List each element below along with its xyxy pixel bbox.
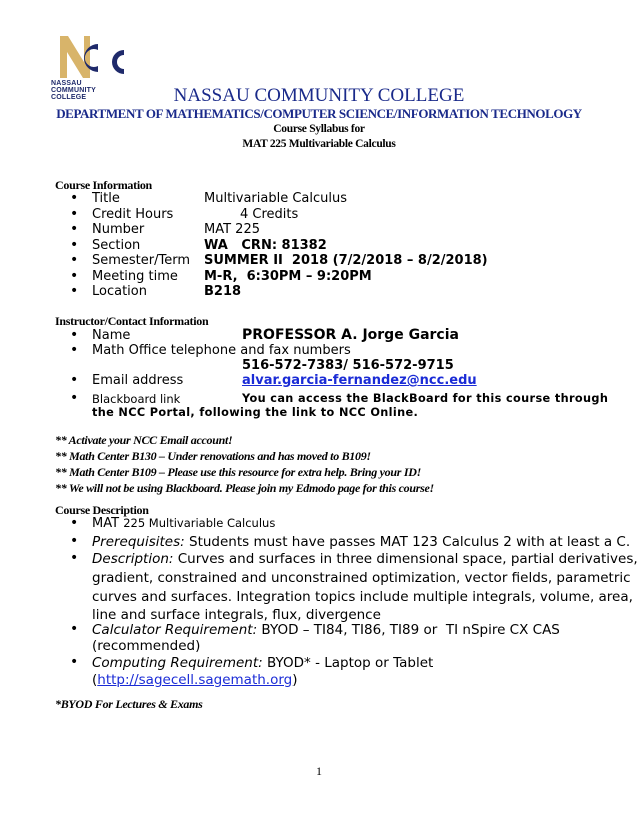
meeting-time-label: Meeting time xyxy=(92,269,178,284)
bullet: • xyxy=(70,533,79,549)
blackboard-text-1: You can access the BlackBoard for this course through xyxy=(242,392,609,405)
bullet: • xyxy=(70,342,79,358)
credit-hours-label: Credit Hours xyxy=(92,207,174,222)
description-line-2: gradient, constrained and unconstrained optimization, vector fields, parametric xyxy=(92,570,631,586)
sagecell-link[interactable]: http://sagecell.sagemath.org xyxy=(97,672,293,688)
mat-rest: 225 Multivariable Calculus xyxy=(123,516,276,530)
course-description-heading: Course Description xyxy=(55,503,149,517)
note-email: ** Activate your NCC Email account! xyxy=(55,433,233,447)
logo-line-2: COMMUNITY xyxy=(51,87,96,94)
phone-label: Math Office telephone and fax numbers xyxy=(92,343,351,358)
paren-close: ) xyxy=(292,672,298,688)
ncc-logo-mark xyxy=(50,32,130,82)
department-name: DEPARTMENT OF MATHEMATICS/COMPUTER SCIENCE/INFORMATION TECHNOLOGY xyxy=(56,106,582,121)
location-value: B218 xyxy=(204,284,242,299)
description-text-1: Curves and surfaces in three dimensional space, partial derivatives, xyxy=(173,551,638,567)
calculator-line xyxy=(92,622,560,638)
instructor-name: PROFESSOR A. Jorge Garcia xyxy=(242,327,459,343)
calculator-text: BYOD – TI84, TI86, TI89 or TI nSpire CX CAS xyxy=(257,622,560,638)
semester-label: Semester/Term xyxy=(92,253,191,268)
email-label: Email address xyxy=(92,373,184,388)
prerequisites-text: Students must have passes MAT 123 Calculus 2 with at least a C. xyxy=(184,534,631,550)
bullet: • xyxy=(70,621,79,637)
number-label: Number xyxy=(92,222,145,237)
computing-text: BYOD* - Laptop or Tablet xyxy=(262,655,434,671)
paren-open: ( xyxy=(92,672,98,688)
title-label: Title xyxy=(92,191,120,206)
bullet: • xyxy=(70,206,79,222)
bullet: • xyxy=(70,372,79,388)
course-title: MAT 225 Multivariable Calculus xyxy=(242,138,396,150)
bullet: • xyxy=(70,221,79,237)
note-math-center-b130: ** Math Center B130 – Under renovations and has moved to B109! xyxy=(55,449,371,463)
description-label: Description: xyxy=(92,551,174,567)
bullet: • xyxy=(70,237,79,253)
bullet: • xyxy=(70,550,79,566)
prerequisites-line xyxy=(92,534,630,550)
bullet: • xyxy=(70,268,79,284)
mat-line xyxy=(92,516,275,531)
college-name: NASSAU COMMUNITY COLLEGE xyxy=(173,85,465,106)
prerequisites-label: Prerequisites: xyxy=(92,534,185,550)
syllabus-label: Course Syllabus for xyxy=(273,123,365,135)
instructor-heading: Instructor/Contact Information xyxy=(55,314,209,328)
page-number: 1 xyxy=(316,764,322,778)
byod-note: *BYOD For Lectures & Exams xyxy=(55,697,203,711)
bullet: • xyxy=(70,190,79,206)
computing-line xyxy=(92,655,433,671)
blackboard-text-2: the NCC Portal, following the link to NCC Online. xyxy=(92,406,419,419)
bullet: • xyxy=(70,252,79,268)
calculator-label: Calculator Requirement: xyxy=(92,622,258,638)
number-value: MAT 225 xyxy=(204,222,260,237)
course-info-heading: Course Information xyxy=(55,178,152,192)
description-line-4: line and surface integrals, flux, divergence xyxy=(92,607,381,623)
phone-value: 516-572-7383/ 516-572-9715 xyxy=(242,358,454,373)
calculator-text-2: (recommended) xyxy=(92,638,201,654)
bullet: • xyxy=(70,327,79,343)
description-line-1 xyxy=(92,551,638,567)
email-link[interactable]: alvar.garcia-fernandez@ncc.edu xyxy=(242,373,477,388)
bullet: • xyxy=(70,283,79,299)
credit-hours-value: 4 Credits xyxy=(240,207,299,222)
logo-line-3: COLLEGE xyxy=(51,94,87,101)
note-math-center-b109: ** Math Center B109 – Please use this resource for extra help. Bring your ID! xyxy=(55,465,421,479)
description-line-3: curves and surfaces. Integration topics include multiple integrals, volume, area, xyxy=(92,589,633,605)
bullet: • xyxy=(70,515,79,531)
meeting-time-value: M-R, 6:30PM – 9:20PM xyxy=(204,269,372,284)
semester-value: SUMMER II 2018 (7/2/2018 – 8/2/2018) xyxy=(204,253,488,268)
computing-label: Computing Requirement: xyxy=(92,655,263,671)
name-label: Name xyxy=(92,328,131,343)
title-value: Multivariable Calculus xyxy=(204,191,348,206)
note-edmodo: ** We will not be using Blackboard. Please join my Edmodo page for this course! xyxy=(55,481,434,495)
logo-line-1: NASSAU xyxy=(51,80,82,87)
mat-prefix: MAT xyxy=(92,516,120,531)
location-label: Location xyxy=(92,284,147,299)
computing-link-line xyxy=(92,672,298,688)
blackboard-label: Blackboard link xyxy=(92,392,181,406)
section-label: Section xyxy=(92,238,141,253)
section-value: WA CRN: 81382 xyxy=(204,238,327,253)
bullet: • xyxy=(70,390,79,406)
bullet: • xyxy=(70,654,79,670)
